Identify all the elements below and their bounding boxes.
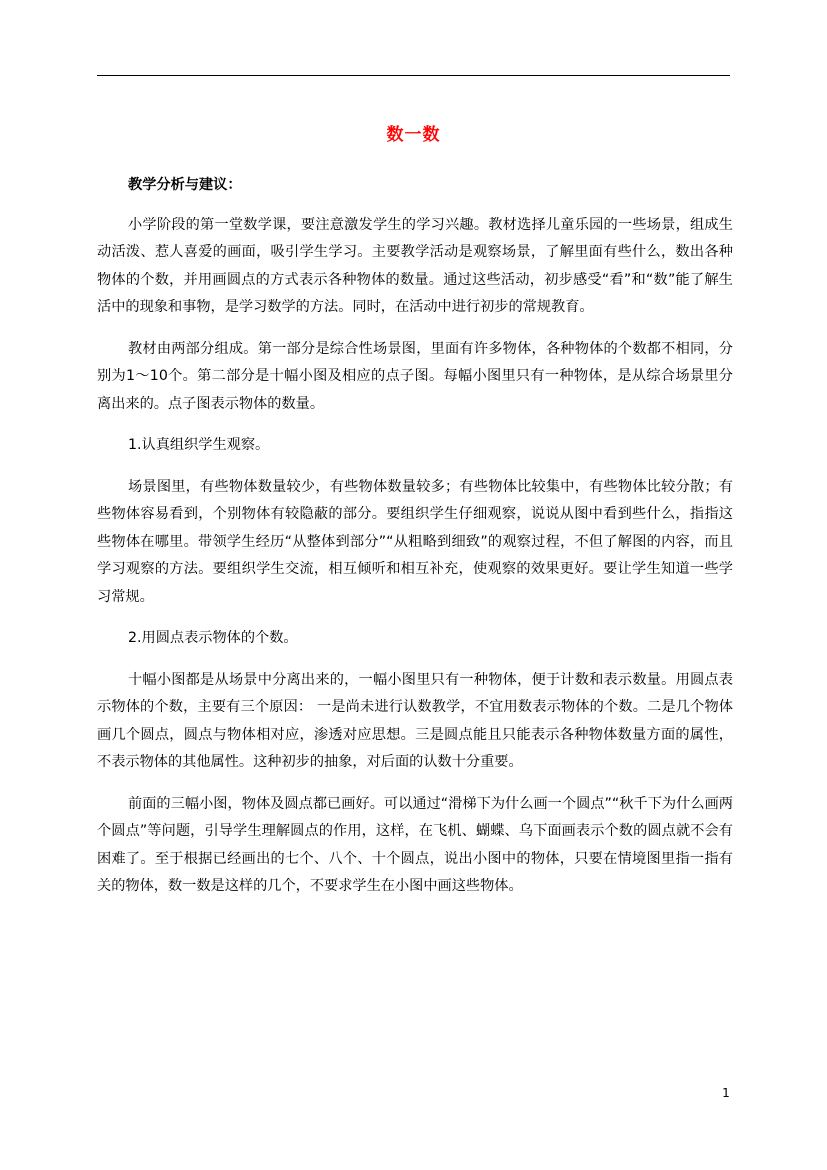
paragraph: 前面的三幅小图，物体及圆点都已画好。可以通过“滑梯下为什么画一个圆点”“秋千下为什么画两个圆点”等问题，引导学生理解圆点的作用，这样，在飞机、蝴蝶、乌下面画表示个数的圆点就不会有困难了。至于根据已经画出的七个、八个、十个圆点，说出小图中的物体，只要在情境图里指一指有关的物体，数一数是这样的几个，不要求学生在小图中画这些物体。 <box>97 795 733 894</box>
paragraph: 小学阶段的第一堂数学课，要注意激发学生的学习兴趣。教材选择儿童乐园的一些场景，组成生动活泼、惹人喜爱的画面，吸引学生学习。主要教学活动是观察场景，了解里面有些什么，数出各种物体的个数，并用画圆点的方式表示各种物体的数量。通过这些活动，初步感受“看”和“数”能了解生活中的现象和事物，是学习数学的方法。同时，在活动中进行初步的常规教育。 <box>97 216 733 315</box>
numbered-heading: 2.用圆点表示物体的个数。 <box>128 630 298 646</box>
paragraph: 十幅小图都是从场景中分离出来的，一幅小图里只有一种物体，便于计数和表示数量。用圆点表示物体的个数，主要有三个原因： 一是尚未进行认数教学，不宜用数表示物体的个数。二是几个物体画几个圆点，圆点与物体相对应，渗透对应思想。三是圆点能且只能表示各种物体数量方面的属性，不表示物体的其他属性。这种初步的抽象，对后面的认数十分重要。 <box>97 671 733 770</box>
header-rule <box>97 75 730 76</box>
paragraph: 教材由两部分组成。第一部分是综合性场景图，里面有许多物体，各种物体的个数都不相同，分别为1～10个。第二部分是十幅小图及相应的点子图。每幅小图里只有一种物体，是从综合场景里分离出来的。点子图表示物体的数量。 <box>97 340 733 412</box>
page-number: 1 <box>722 1086 730 1100</box>
document-body <box>97 172 733 901</box>
paragraph: 场景图里，有些物体数量较少，有些物体数量较多；有些物体比较集中，有些物体比较分散；有些物体容易看到，个别物体有较隐蔽的部分。要组织学生仔细观察，说说从图中看到些什么，指指这些物体在哪里。带领学生经历“从整体到部分”“从粗略到细致”的观察过程，不但了解图的内容，而且学习观察的方法。要组织学生交流，相互倾听和相互补充，使观察的效果更好。要让学生知道一些学习常规。 <box>97 478 733 605</box>
section-heading: 教学分析与建议： <box>128 177 242 193</box>
numbered-heading: 1.认真组织学生观察。 <box>128 437 270 453</box>
page-title: 数一数 <box>386 125 441 145</box>
